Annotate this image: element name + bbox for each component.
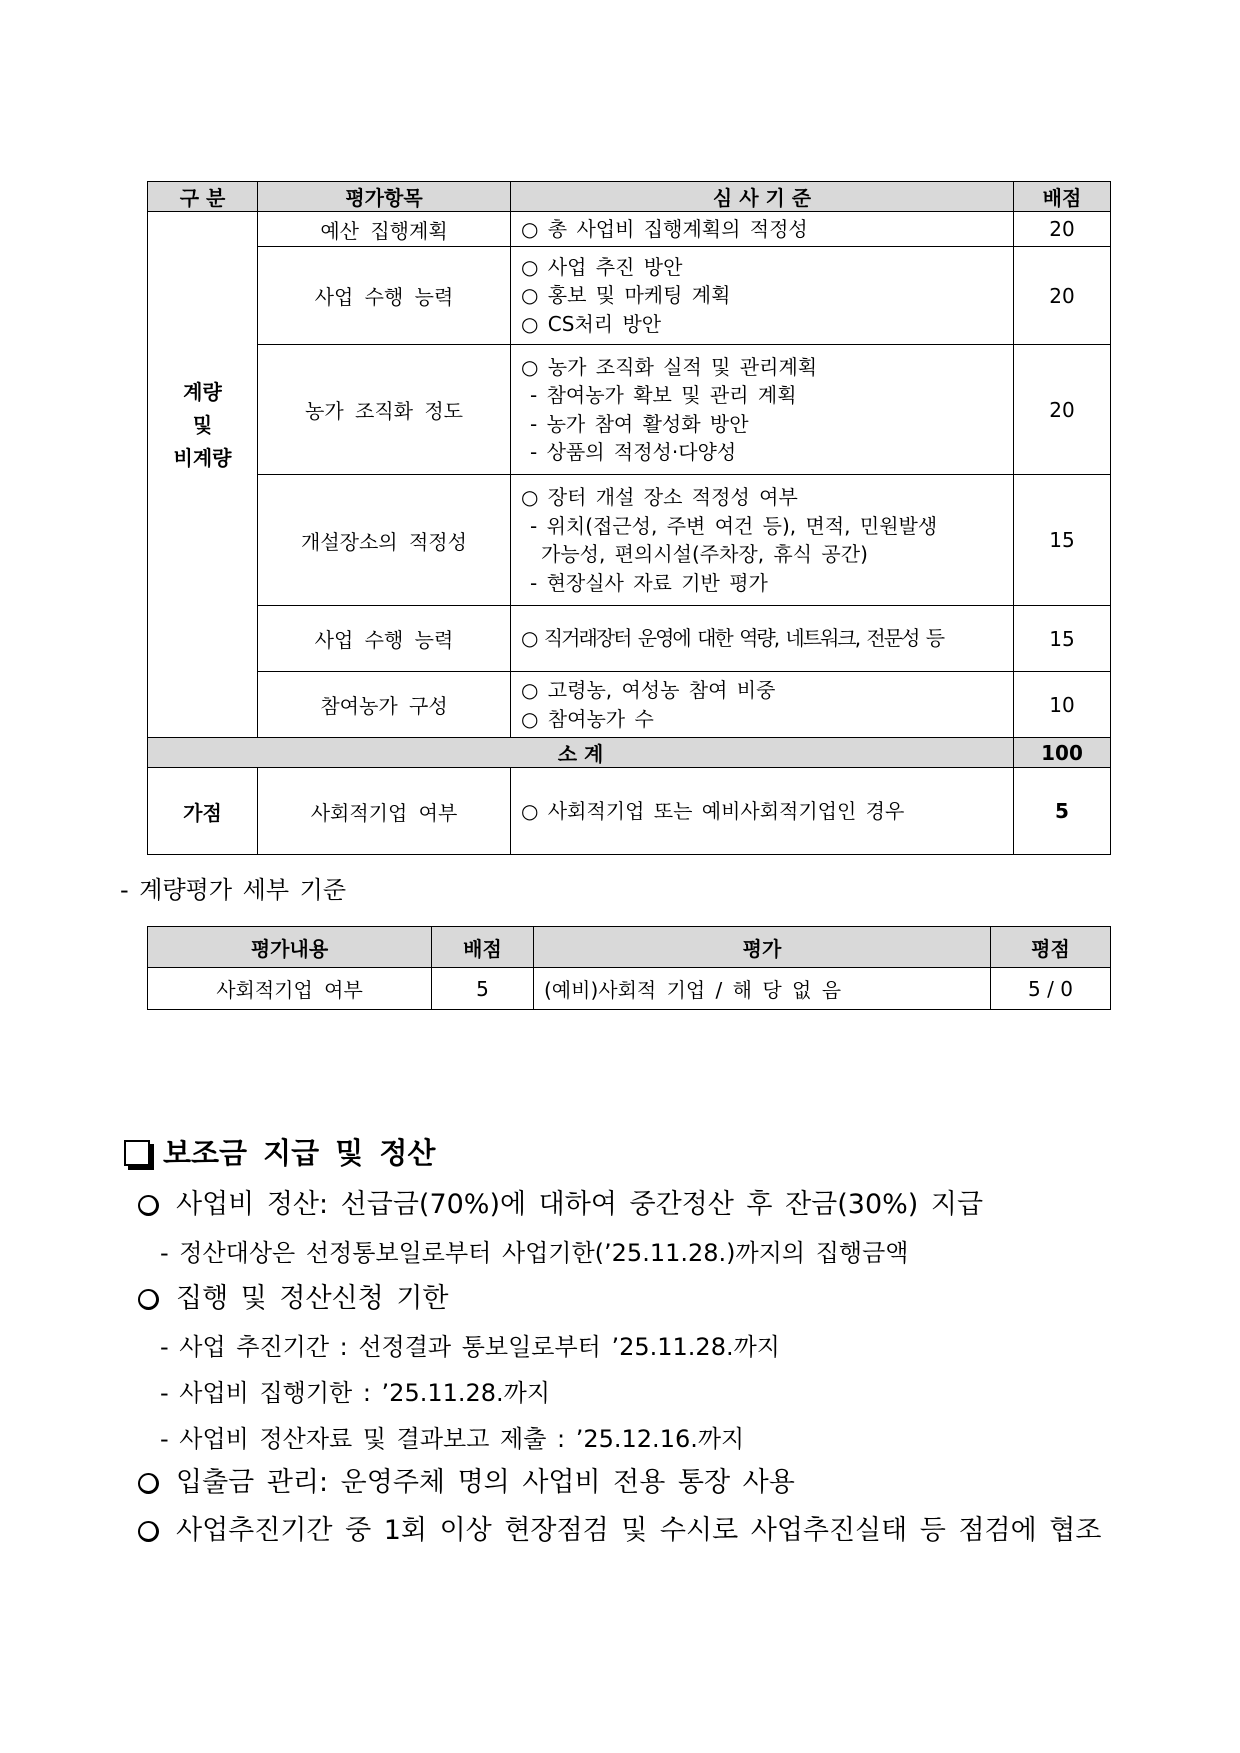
criteria-cell bbox=[511, 345, 1014, 475]
criteria-cell bbox=[511, 475, 1014, 606]
content-cell: 사회적기업 여부 bbox=[148, 968, 432, 1010]
table-row bbox=[148, 475, 1111, 606]
item-cell: 개설장소의 적정성 bbox=[258, 475, 511, 606]
criteria-cell bbox=[511, 212, 1014, 247]
subtotal-score: 100 bbox=[1014, 738, 1111, 768]
item-cell: 농가 조직화 정도 bbox=[258, 345, 511, 475]
circle-bullet-icon bbox=[138, 1521, 159, 1542]
criteria-subline: - 농가 참여 활성화 방안 bbox=[530, 411, 749, 436]
criteria-line: ○ 참여농가 수 bbox=[521, 706, 654, 731]
section-subitem: - 사업비 집행기한 : ’25.11.28.까지 bbox=[160, 1379, 551, 1407]
circle-bullet-icon bbox=[138, 1289, 159, 1310]
header-score: 배점 bbox=[1014, 182, 1111, 212]
criteria-line: ○ 직거래장터 운영에 대한 역량, 네트워크, 전문성 등 bbox=[521, 626, 944, 651]
section-title: 보조금 지급 및 정산 bbox=[163, 1136, 436, 1170]
criteria-cell bbox=[511, 247, 1014, 345]
criteria-cell bbox=[511, 606, 1014, 672]
table-row bbox=[148, 606, 1111, 672]
criteria-line: ○ 총 사업비 집행계획의 적정성 bbox=[521, 216, 808, 241]
criteria-cell bbox=[511, 672, 1014, 738]
criteria-subline: - 상품의 적정성·다양성 bbox=[530, 440, 737, 464]
bonus-category: 가점 bbox=[148, 768, 258, 855]
score-cell: 20 bbox=[1014, 247, 1111, 345]
criteria-line: ○ 고령농, 여성농 참여 비중 bbox=[521, 678, 776, 702]
criteria-line: ○ CS처리 방안 bbox=[521, 311, 662, 336]
section-item: 입출금 관리: 운영주체 명의 사업비 전용 통장 사용 bbox=[176, 1467, 795, 1498]
category-line: 및 bbox=[192, 413, 213, 437]
circle-bullet-icon bbox=[138, 1195, 159, 1216]
rating-cell: 5 / 0 bbox=[991, 968, 1111, 1010]
criteria-subline: - 참여농가 확보 및 관리 계획 bbox=[530, 383, 797, 407]
section-subitem: - 정산대상은 선정통보일로부터 사업기한(’25.11.28.)까지의 집행금액 bbox=[160, 1239, 909, 1267]
section-subitem: - 사업비 정산자료 및 결과보고 제출 : ’25.12.16.까지 bbox=[160, 1425, 745, 1453]
criteria-subline: - 현장실사 자료 기반 평가 bbox=[530, 570, 768, 595]
score-cell: 15 bbox=[1014, 475, 1111, 606]
header-content: 평가내용 bbox=[148, 927, 432, 968]
header-score: 배점 bbox=[432, 927, 534, 968]
criteria-subline: - 위치(접근성, 주변 여건 등), 면적, 민원발생 bbox=[530, 513, 938, 538]
header-rating: 평점 bbox=[991, 927, 1111, 968]
circle-bullet-icon bbox=[138, 1473, 159, 1494]
item-cell: 사회적기업 여부 bbox=[258, 768, 511, 855]
header-category: 구 분 bbox=[148, 182, 258, 212]
subtotal-label: 소 계 bbox=[148, 738, 1014, 768]
category-line: 비계량 bbox=[173, 446, 232, 470]
header-item: 평가항목 bbox=[258, 182, 511, 212]
header-evaluation: 평가 bbox=[534, 927, 991, 968]
category-line: 계량 bbox=[183, 380, 222, 404]
bonus-row bbox=[148, 768, 1111, 855]
score-cell: 5 bbox=[432, 968, 534, 1010]
item-cell: 참여농가 구성 bbox=[258, 672, 511, 738]
quantitative-detail-table bbox=[147, 926, 1111, 1010]
category-cell-quantitative bbox=[148, 212, 258, 738]
criteria-line: ○ 사업 추진 방안 bbox=[521, 254, 683, 279]
evaluation-criteria-table bbox=[147, 181, 1111, 855]
criteria-cell bbox=[511, 768, 1014, 855]
header-criteria: 심 사 기 준 bbox=[511, 182, 1014, 212]
criteria-continuation: 가능성, 편의시설(주차장, 휴식 공간) bbox=[541, 542, 868, 566]
section-item: 집행 및 정산신청 기한 bbox=[176, 1283, 449, 1314]
table-row bbox=[148, 247, 1111, 345]
subtotal-row bbox=[148, 738, 1111, 768]
score-cell: 10 bbox=[1014, 672, 1111, 738]
evaluation-cell: (예비)사회적 기업 / 해 당 없 음 bbox=[534, 968, 991, 1010]
score-cell: 15 bbox=[1014, 606, 1111, 672]
table-row bbox=[148, 212, 1111, 247]
table-header-row bbox=[148, 927, 1111, 968]
criteria-line: ○ 홍보 및 마케팅 계획 bbox=[521, 283, 731, 308]
table-row bbox=[148, 345, 1111, 475]
table-row bbox=[148, 672, 1111, 738]
criteria-line: ○ 사회적기업 또는 예비사회적기업인 경우 bbox=[521, 798, 905, 823]
table-row bbox=[148, 968, 1111, 1010]
checkbox-icon bbox=[124, 1140, 150, 1166]
bonus-score: 5 bbox=[1014, 768, 1111, 855]
score-cell: 20 bbox=[1014, 212, 1111, 247]
item-cell: 예산 집행계획 bbox=[258, 212, 511, 247]
detail-caption: - 계량평가 세부 기준 bbox=[120, 876, 347, 904]
item-cell: 사업 수행 능력 bbox=[258, 606, 511, 672]
criteria-line: ○ 장터 개설 장소 적정성 여부 bbox=[521, 485, 798, 509]
section-item: 사업비 정산: 선급금(70%)에 대하여 중간정산 후 잔금(30%) 지급 bbox=[176, 1189, 984, 1220]
criteria-line: ○ 농가 조직화 실적 및 관리계획 bbox=[521, 354, 818, 379]
score-cell: 20 bbox=[1014, 345, 1111, 475]
section-subitem: - 사업 추진기간 : 선정결과 통보일로부터 ’25.11.28.까지 bbox=[160, 1333, 780, 1361]
table-header-row bbox=[148, 182, 1111, 212]
item-cell: 사업 수행 능력 bbox=[258, 247, 511, 345]
section-item: 사업추진기간 중 1회 이상 현장점검 및 수시로 사업추진실태 등 점검에 협조 bbox=[176, 1515, 1102, 1546]
